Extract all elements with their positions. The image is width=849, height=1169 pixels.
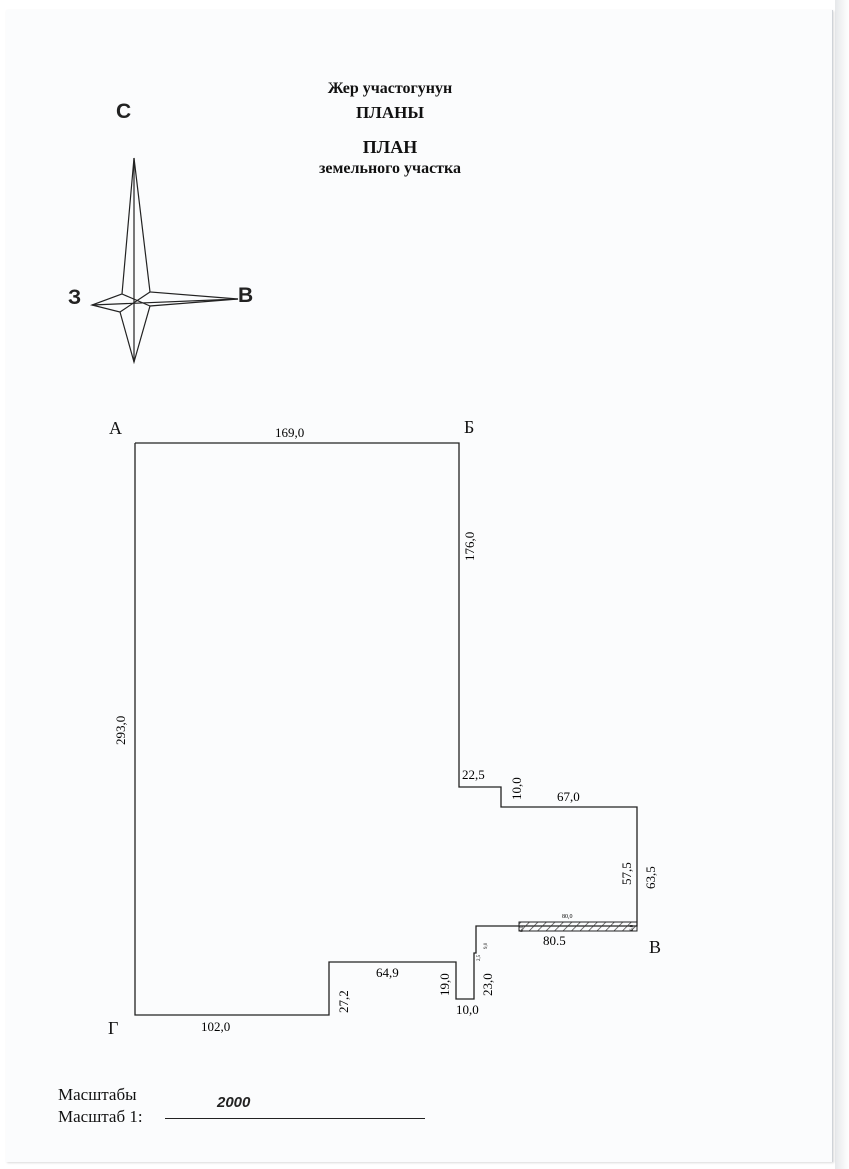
dimension-hatched-top: 80,0	[562, 914, 573, 920]
corner-label-v: В	[649, 937, 662, 957]
compass-rose-icon	[92, 158, 238, 362]
dimension-left: 293,0	[113, 715, 128, 745]
title-russian-line2: земельного участка	[318, 160, 461, 177]
dimension-small-vertical-b: 2,5	[477, 954, 482, 961]
corner-label-a: А	[109, 418, 122, 438]
dimension-hatched-right: 6,0	[630, 924, 635, 931]
corner-label-g: Г	[108, 1018, 119, 1038]
scale-value: 2000	[217, 1094, 251, 1111]
compass-north-label: С	[116, 100, 132, 123]
scale-label-kyrgyz: Масштабы	[58, 1085, 137, 1104]
hatched-structure	[519, 922, 637, 931]
dimension-step1-vertical: 10,0	[509, 777, 524, 800]
dimension-right-lower-inner: 57,5	[619, 862, 634, 885]
dimension-top: 169,0	[275, 425, 305, 440]
dimension-right-lower-outer: 63,5	[643, 866, 658, 889]
dimension-hatched-bottom: 80.5	[543, 933, 566, 948]
scale-underline	[165, 1118, 425, 1119]
title-kyrgyz-line1: Жер участогунун	[327, 80, 453, 97]
dimension-middle-horizontal: 64,9	[376, 965, 399, 980]
title-kyrgyz-line2: ПЛАНЫ	[355, 103, 425, 122]
dimension-notch-vertical: 23,0	[480, 973, 495, 996]
corner-label-b: Б	[464, 417, 475, 437]
dimension-bottom: 102,0	[201, 1019, 231, 1034]
dimension-hatched-left: 6,0	[520, 925, 525, 932]
compass-east-label: В	[238, 284, 254, 307]
dimension-step1-horizontal: 22,5	[462, 767, 485, 782]
dimension-notch-left-vertical: 19,0	[437, 973, 452, 996]
dimension-step2-horizontal: 67,0	[557, 789, 580, 804]
dimension-right-upper: 176,0	[462, 531, 477, 561]
scale-label-russian: Масштаб 1:	[58, 1107, 143, 1126]
dimension-notch-bottom: 10,0	[456, 1002, 479, 1017]
dimension-middle-vertical: 27,2	[336, 990, 351, 1013]
compass-west-label: З	[68, 286, 82, 309]
dimension-small-vertical-a: 9,0	[484, 942, 489, 949]
title-russian-line1: ПЛАН	[362, 137, 418, 157]
